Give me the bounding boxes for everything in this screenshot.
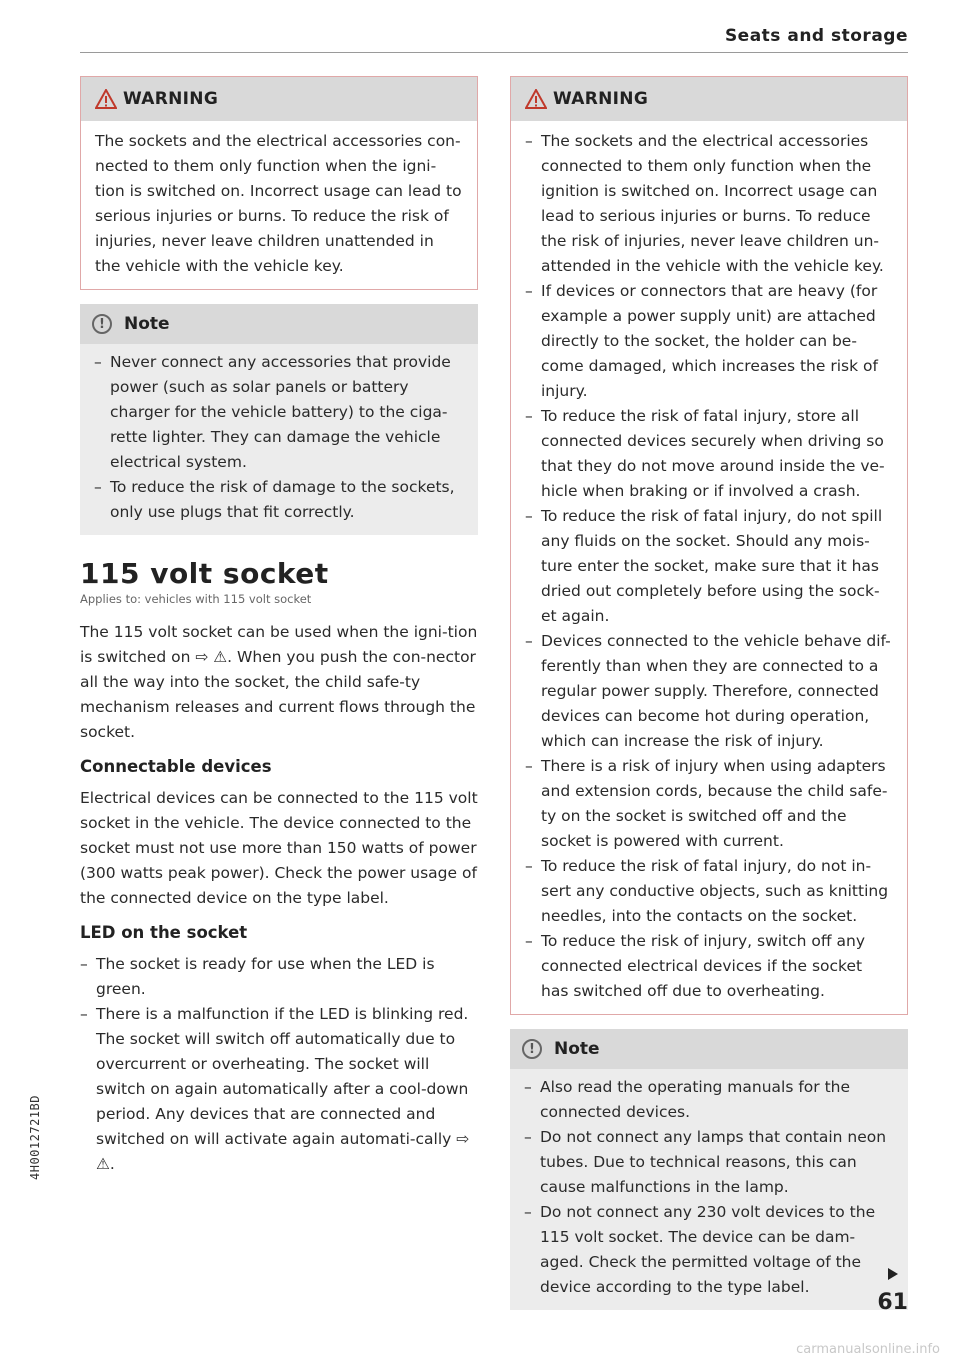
watermark-text: carmanualsonline.info	[796, 1342, 940, 1357]
list-item: – There is a malfunction if the LED is blinking red. The socket will switch off automatically due to overcurrent or overheating. The socket will switch on again automatically after a cool-down period. Any devices that are connected and switched on will activate again automati-cally ⇨ ⚠.	[80, 1002, 478, 1177]
warning-title: WARNING	[553, 89, 649, 109]
list-item: – To reduce the risk of damage to the sockets, only use plugs that fit correctly.	[94, 475, 464, 525]
warning-header	[511, 77, 907, 121]
right-column	[510, 76, 908, 1324]
warning-title: WARNING	[123, 89, 219, 109]
list-item: – To reduce the risk of fatal injury, do not in-sert any conductive objects, such as knitting needles, into the contacts on the socket.	[525, 854, 893, 929]
warning-box-left	[80, 76, 478, 290]
section-title: 115 volt socket	[80, 557, 329, 590]
warning-box-right	[510, 76, 908, 1015]
list-item: – Also read the operating manuals for the connected devices.	[524, 1075, 894, 1125]
note-header	[80, 304, 478, 344]
running-header: Seats and storage	[724, 26, 908, 46]
note-box-right	[510, 1029, 908, 1310]
list-item: – The sockets and the electrical accessories connected to them only function when the ignition is switched on. Incorrect usage can lead to serious injuries or burns. To reduce the risk of injuries, never leave children un-attended in the vehicle with the vehicle key.	[525, 129, 893, 279]
applies-to-text: Applies to: vehicles with 115 volt socket	[80, 592, 312, 606]
warning-triangle-icon	[525, 89, 547, 109]
note-header	[510, 1029, 908, 1069]
info-circle-icon: !	[522, 1039, 542, 1059]
list-item: – Never connect any accessories that provide power (such as solar panels or battery charger for the vehicle battery) to the ciga-rette lighter. They can damage the vehicle electrical system.	[94, 350, 464, 475]
page-number: 61	[877, 1290, 908, 1315]
connectable-devices-paragraph: Electrical devices can be connected to the 115 volt socket in the vehicle. The device connected to the socket must not use more than 150 watts of power (300 watts peak power). Check the power usage of the connected device on the type label.	[80, 789, 478, 907]
note-box-left	[80, 304, 478, 535]
continue-arrow-icon	[888, 1268, 898, 1280]
warning-text: The sockets and the electrical accessories con-nected to them only function when the igni-tion is switched on. Incorrect usage can lead to serious injuries or burns. To reduce the risk of injuries, never leave children unattended in the vehicle with the vehicle key.	[95, 132, 462, 275]
list-item: – Do not connect any lamps that contain neon tubes. Due to technical reasons, this can cause malfunctions in the lamp.	[524, 1125, 894, 1200]
list-item: – To reduce the risk of injury, switch off any connected electrical devices if the socket has switched off due to overheating.	[525, 929, 893, 1004]
led-heading: LED on the socket	[80, 923, 248, 942]
warning-triangle-icon	[95, 89, 117, 109]
warning-header	[81, 77, 477, 121]
left-column	[80, 76, 478, 1177]
header-rule	[80, 52, 908, 53]
list-item: – If devices or connectors that are heavy (for example a power supply unit) are attached directly to the socket, the holder can be-come damaged, which increases the risk of injury.	[525, 279, 893, 404]
list-item: – To reduce the risk of fatal injury, do not spill any fluids on the socket. Should any mois-ture enter the socket, make sure that it has dried out completely before using the sock-et again.	[525, 504, 893, 629]
intro-paragraph: The 115 volt socket can be used when the igni-tion is switched on ⇨ ⚠. When you push the con-nector all the way into the socket, the child safe-ty mechanism releases and current flows through the socket.	[80, 623, 478, 741]
connectable-devices-heading: Connectable devices	[80, 757, 272, 776]
note-title: Note	[124, 314, 170, 334]
list-item: – To reduce the risk of fatal injury, store all connected devices securely when driving so that they do not move around inside the ve-hicle when braking or if involved a crash.	[525, 404, 893, 504]
info-circle-icon: !	[92, 314, 112, 334]
list-item: – Devices connected to the vehicle behave dif-ferently than when they are connected to a regular power supply. Therefore, connected devices can become hot during operation, which can increase the risk of injury.	[525, 629, 893, 754]
list-item: – The socket is ready for use when the LED is green.	[80, 952, 478, 1002]
note-title: Note	[554, 1039, 600, 1059]
list-item: – Do not connect any 230 volt devices to the 115 volt socket. The device can be dam-aged. Check the permitted voltage of the device according to the type label.	[524, 1200, 894, 1300]
list-item: – There is a risk of injury when using adapters and extension cords, because the child safe-ty on the socket is switched off and the socket is powered with current.	[525, 754, 893, 854]
led-list	[80, 952, 478, 1177]
document-code: 4H0012721BD	[28, 1095, 42, 1180]
